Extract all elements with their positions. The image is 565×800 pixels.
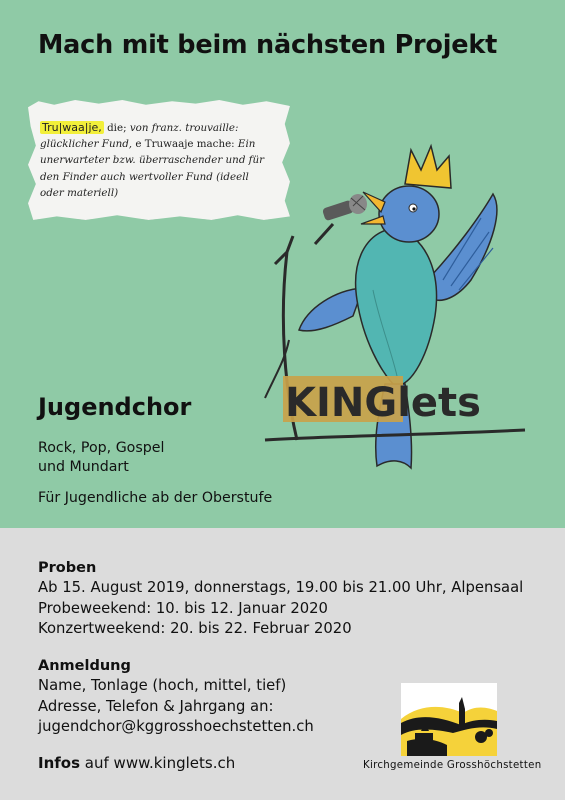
bird-left-wing [299,288,363,331]
target-audience: Für Jugendliche ab der Oberstufe [38,490,273,506]
choir-title: Jugendchor [38,393,192,421]
probe-line: Probeweekend: 10. bis 12. Januar 2020 [38,599,328,617]
infos-line[interactable] [38,754,235,772]
kinglets-logo-illustration [245,140,545,480]
probe-section [38,558,523,640]
headline: Mach mit beim nächsten Projekt [38,30,498,60]
dictionary-definition [40,120,278,201]
genres-line: und Mundart [38,459,129,475]
definition-line: den Finder auch wertvoller Fund (ideell [40,170,249,183]
church-logo-icon [401,683,497,756]
definition-line: Tru|waa|je, die; von franz. trouvaille: [42,121,239,134]
crown-icon [405,146,451,188]
bird-head [379,186,439,242]
microphone-icon [322,194,367,221]
probe-heading: Proben [38,560,97,576]
anmeldung-email-link[interactable]: jugendchor@kggrosshoechstetten.ch [38,718,314,735]
anmeldung-heading: Anmeldung [38,658,131,674]
probe-line: Ab 15. August 2019, donnerstags, 19.00 bis 21.00 Uhr, Alpensaal [38,579,524,596]
anmeldung-line: Adresse, Telefon & Jahrgang an: [38,697,274,715]
anmeldung-section [38,656,314,738]
anmeldung-line: Name, Tonlage (hoch, mittel, tief) [38,677,287,694]
definition-line: glücklicher Fund, e Truwaaje mache: Ein [40,138,256,151]
genres [38,439,164,477]
infos-label: Infos [38,754,81,772]
church-name: Kirchgemeinde Grosshöchstetten [363,760,542,771]
wordmark-text: KINGlets [285,380,481,426]
definition-word: Tru|waa|je, [42,121,102,134]
genres-line: Rock, Pop, Gospel [38,440,165,456]
definition-line: unerwarteter bzw. überraschender und für [40,154,265,167]
infos-url: auf www.kinglets.ch [80,754,236,772]
probe-line: Konzertweekend: 20. bis 22. Februar 2020 [38,620,352,637]
bird-body [356,228,437,386]
definition-line: oder materiell) [40,186,119,199]
